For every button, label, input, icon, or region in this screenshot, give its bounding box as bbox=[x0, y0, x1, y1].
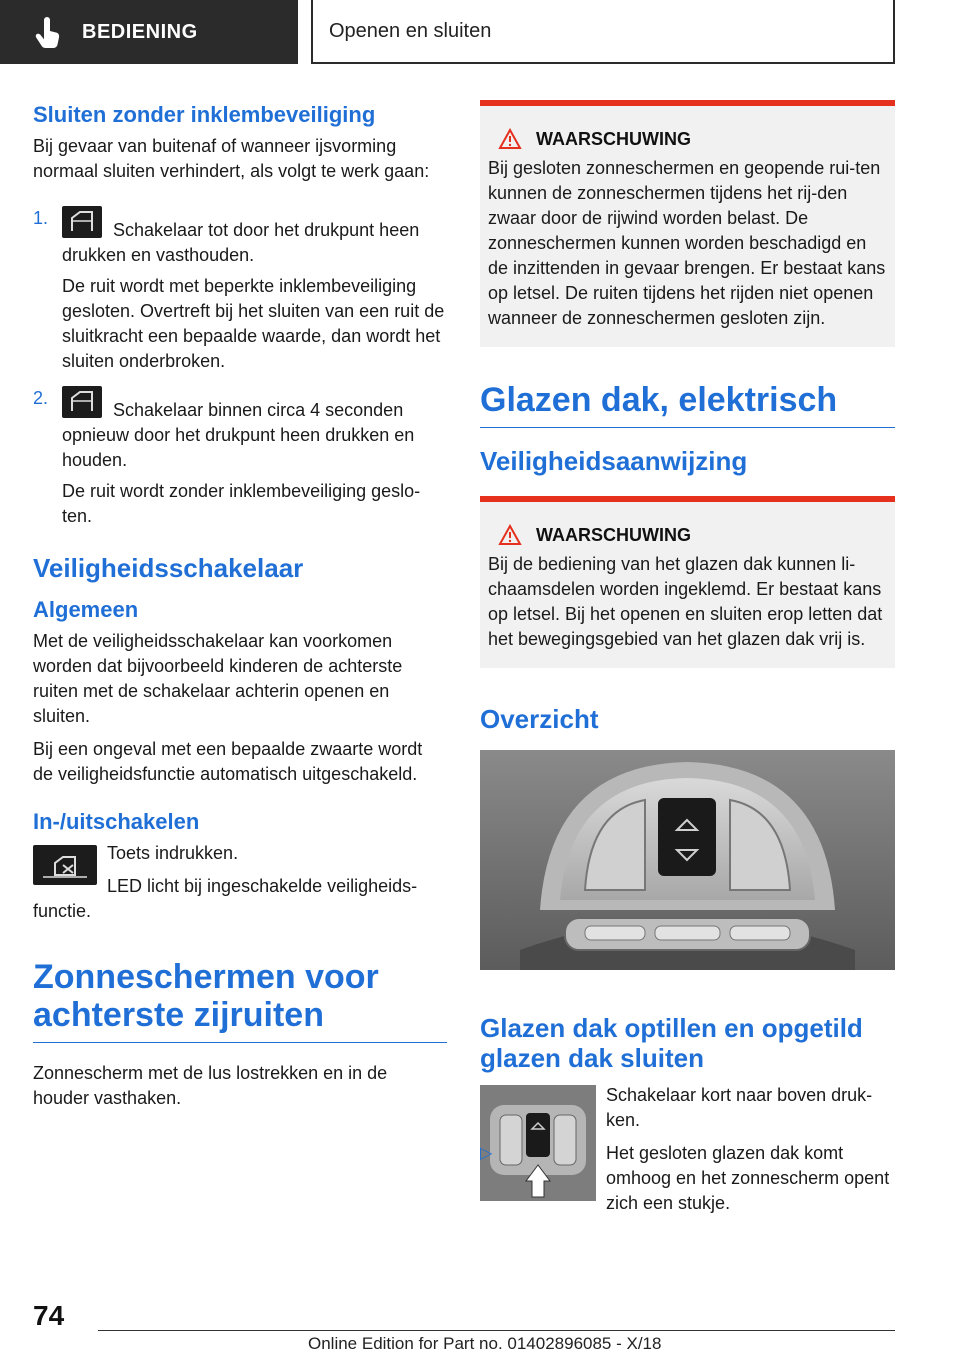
step-2 bbox=[33, 386, 447, 529]
step-number: 2. bbox=[33, 388, 49, 408]
step-text: Schakelaar binnen circa 4 seconden opnieuw door het drukpunt heen drukken en houden. bbox=[62, 400, 415, 470]
step-1 bbox=[33, 206, 447, 374]
heading-in-uitschakelen: In-/uitschakelen bbox=[33, 809, 200, 834]
step-note: De ruit wordt met beperkte inklembeveiliging gesloten. Overtreft bij het sluiten van een ruit de sluitkracht een bepaalde waarde, dan wordt het sluiten onderbroken. bbox=[62, 276, 445, 371]
page-number: 74 bbox=[33, 1300, 65, 1331]
triangle-bullet-icon: ▷ bbox=[480, 1145, 493, 1162]
step-text: Schakelaar tot door het drukpunt heen drukken en vasthouden. bbox=[62, 220, 420, 265]
step-note: De ruit wordt zonder inklembeveiliging geslo-ten. bbox=[62, 481, 421, 526]
window-switch-icon bbox=[62, 386, 102, 418]
heading-veiligheid: Veiligheidsschakelaar bbox=[33, 553, 304, 583]
result-bullet bbox=[480, 1141, 895, 1216]
roof-switch-photo bbox=[480, 750, 895, 970]
paragraph-algemeen-2: Bij een ongeval met een bepaalde zwaarte wordt de veiligheidsfunctie automatisch uitgeschakeld. bbox=[33, 739, 423, 784]
warning-title-text: WAARSCHUWING bbox=[536, 128, 691, 149]
safety-switch-block bbox=[33, 841, 447, 924]
heading-optillen: Glazen dak optillen en opgetild glazen dak sluiten bbox=[480, 1013, 863, 1073]
chapter-tab bbox=[311, 0, 895, 64]
warning-text: Bij de bediening van het glazen dak kunnen li-chaamsdelen worden ingeklemd. Er bestaat kans op letsel. Bij het openen en sluiten erop letten dat het bewegingsgebied van het glazen dak vrij is. bbox=[488, 554, 883, 649]
left-column bbox=[33, 100, 447, 1119]
safety-switch-icon bbox=[33, 845, 97, 885]
heading-sluiten: Sluiten zonder inklembeveiliging bbox=[33, 102, 376, 127]
step-text-container bbox=[62, 206, 447, 268]
warning-title-text: WAARSCHUWING bbox=[536, 524, 691, 545]
warning-box-1 bbox=[480, 100, 895, 347]
paragraph-inuit-1: Toets indrukken. bbox=[107, 843, 239, 863]
paragraph-sluiten: Bij gevaar van buitenaf of wanneer ijsvorming normaal sluiten verhindert, als volgt te werk gaan: bbox=[33, 136, 430, 181]
heading-overzicht: Overzicht bbox=[480, 704, 599, 734]
step-text-container bbox=[62, 386, 447, 473]
heading-algemeen: Algemeen bbox=[33, 597, 139, 622]
window-switch-icon bbox=[62, 206, 102, 238]
right-column bbox=[480, 100, 895, 1224]
page-header bbox=[0, 0, 960, 66]
edition-text: Online Edition for Part no. 01402896085 - X/18 bbox=[308, 1334, 662, 1353]
paragraph-algemeen-1: Met de veiligheidsschakelaar kan voorkomen worden dat bijvoorbeeld kinderen de achterste ruiten met de schakelaar achterin openen en sluiten. bbox=[33, 631, 403, 726]
warning-triangle-icon bbox=[498, 524, 522, 546]
warning-title bbox=[488, 524, 887, 546]
warning-triangle-icon bbox=[498, 128, 522, 150]
warning-box-2 bbox=[480, 496, 895, 668]
bullet-text: Het gesloten glazen dak komt omhoog en het zonnescherm opent zich een stukje. bbox=[606, 1143, 890, 1213]
chapter-title: Openen en sluiten bbox=[329, 19, 492, 42]
steps-list bbox=[33, 206, 447, 529]
footer-divider bbox=[98, 1330, 895, 1331]
section-tab bbox=[0, 0, 298, 64]
section-title: BEDIENING bbox=[82, 20, 198, 43]
heading-veiligheidsaanwijzing: Veiligheidsaanwijzing bbox=[480, 446, 748, 476]
paragraph-zonnescherm: Zonnescherm met de lus lostrekken en in de houder vasthaken. bbox=[33, 1063, 388, 1108]
warning-title bbox=[488, 128, 887, 150]
step-number: 1. bbox=[33, 208, 49, 228]
hand-pointer-icon bbox=[28, 12, 68, 52]
heading-glazen-dak: Glazen dak, elektrisch bbox=[480, 381, 895, 428]
heading-zonneschermen: Zonneschermen voor achterste zijruiten bbox=[33, 958, 447, 1043]
warning-text: Bij gesloten zonneschermen en geopende rui-ten kunnen de zonneschermen tijdens het rij-den zwaar door de rijwind worden belast. De zonneschermen kunnen worden beschadigd en de inzittenden in gevaar brengen. Er bestaat kans op letsel. De ruiten tijdens het rijden niet openen wanneer de zonneschermen gesloten zijn. bbox=[488, 158, 886, 328]
paragraph-optillen: Schakelaar kort naar boven druk-ken. bbox=[606, 1085, 873, 1130]
optillen-block bbox=[480, 1083, 895, 1216]
paragraph-inuit-2: LED licht bij ingeschakelde veiligheids-functie. bbox=[33, 876, 418, 921]
